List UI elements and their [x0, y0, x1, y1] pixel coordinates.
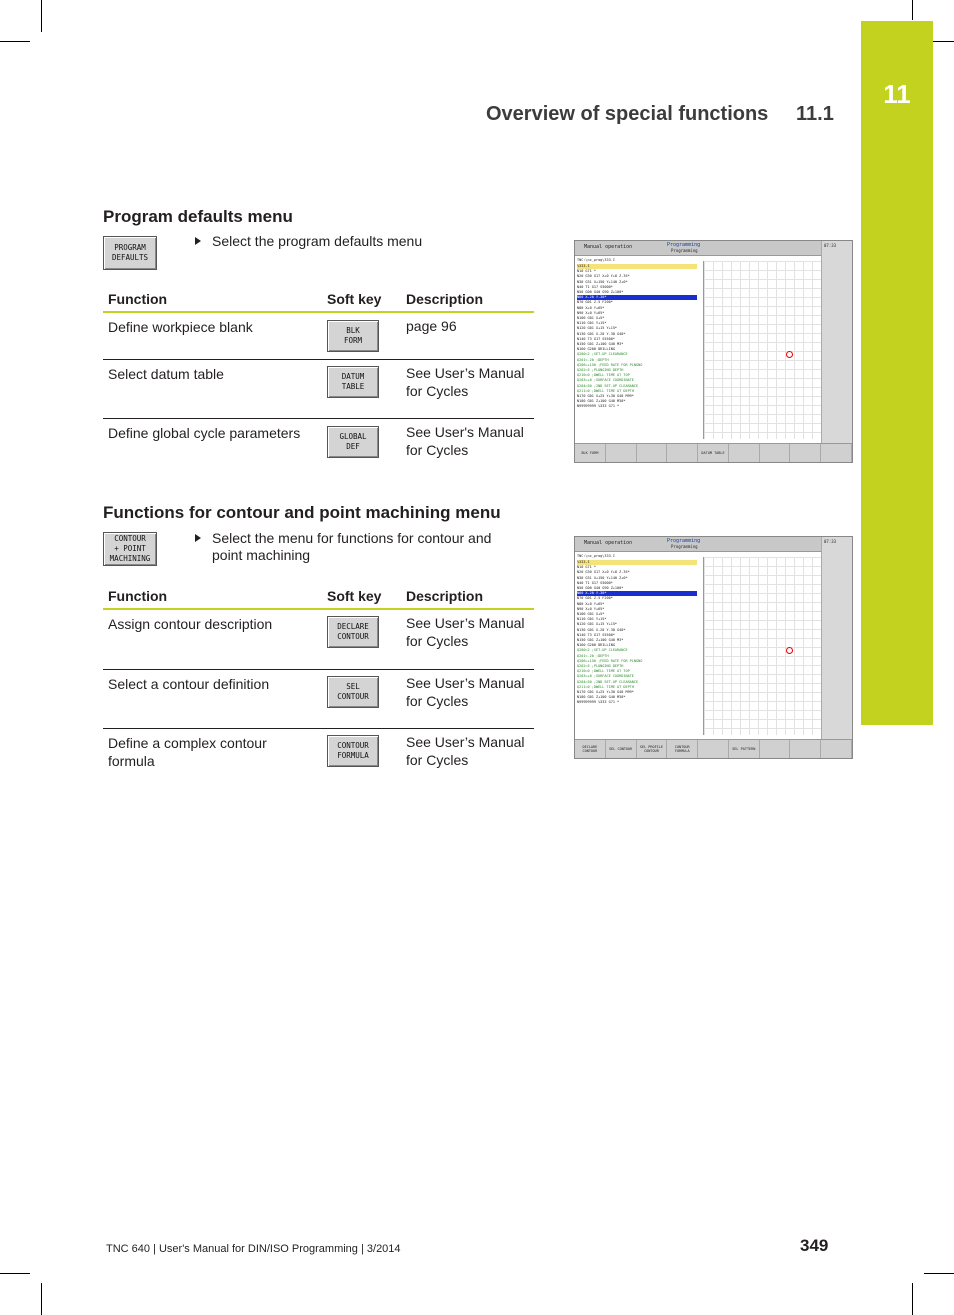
screenshot-program-listing [577, 264, 697, 410]
screenshot-sub: Programming [671, 544, 698, 549]
softkey-line: CONTOUR [337, 692, 369, 701]
row-function: Assign contour description [108, 616, 273, 632]
screenshot-softkey: BLK FORM [575, 444, 606, 462]
program-line: N180 G01 Z+100 G40 M30* [577, 695, 626, 700]
softkey-line: DEFAULTS [111, 253, 149, 262]
crop-mark [924, 1273, 954, 1274]
running-header-section: 11.1 [796, 103, 834, 125]
program-line: Q206=+150 ;FEED RATE FOR PLNGNG [577, 658, 643, 663]
program-line: N80 X+0 Y+65* [577, 305, 605, 310]
crop-mark [0, 1273, 30, 1274]
program-line: N120 G01 X+15 Y+15* [577, 622, 618, 627]
row-function: Define workpiece blank [108, 319, 253, 335]
softkey-line: CONTOUR [337, 741, 369, 750]
row-function: Select a contour definition [108, 676, 270, 692]
screenshot-graphic-view [703, 557, 822, 735]
global-def-softkey [327, 426, 379, 458]
program-defaults-table [103, 287, 534, 477]
softkey-line: CONTOUR [114, 534, 146, 543]
program-line: N130 G01 X-20 Y-30 G40* [577, 331, 626, 336]
program-line: N90 X+0 Y+65* [577, 606, 605, 611]
column-header-description: Description [406, 291, 484, 307]
column-header-description: Description [406, 588, 484, 604]
program-line: N160 G200 DRILLING [577, 643, 615, 648]
screenshot-softkey [606, 444, 637, 462]
screenshot-softkey [821, 740, 852, 758]
program-line: %333.I [577, 264, 697, 269]
screenshot-softkey: CONTOUR FORMULA [667, 740, 698, 758]
program-line: Q203=+0 ;SURFACE COORDINATE [577, 674, 634, 679]
softkey-line: MACHINING [109, 554, 151, 563]
page-number: 349 [800, 1236, 829, 1255]
step-arrow-icon [195, 237, 201, 245]
screenshot-softkey: SEL PROFILE CONTOUR [637, 740, 668, 758]
program-line: Q202=5 ;PLUNGING DEPTH [577, 368, 624, 373]
softkey-line: DEF [346, 442, 360, 451]
step-instruction: Select the menu for functions for contour and point machining [212, 530, 492, 563]
softkey-line: CONTOUR [337, 632, 369, 641]
column-header-softkey: Soft key [327, 291, 382, 307]
table-row [103, 729, 534, 787]
program-line: N70 G01 Z-5 F200* [577, 596, 613, 601]
softkey-line: DATUM [341, 372, 365, 381]
program-line: N150 G01 Z+100 G40 M3* [577, 342, 624, 347]
program-line: N50 G00 G40 G90 Z+100* [577, 586, 624, 591]
chapter-number: 11 [883, 79, 911, 109]
table-row [103, 670, 534, 729]
crop-mark [912, 0, 913, 20]
program-line: %333.I [577, 560, 697, 565]
program-line: Q204=50 ;2ND SET-UP CLEARANCE [577, 679, 639, 684]
blk-form-softkey [327, 320, 379, 352]
program-line: Q200=2 ;SET-UP CLEARANCE [577, 352, 628, 357]
screenshot-softkey: DATUM TABLE [698, 444, 729, 462]
contour-point-machining-softkey [103, 532, 157, 566]
column-header-function: Function [108, 588, 168, 604]
row-function: Define a complex contour formula [108, 735, 267, 769]
program-line: N130 G01 X-20 Y-30 G40* [577, 627, 626, 632]
section-heading-program-defaults: Program defaults menu [103, 207, 293, 226]
screenshot-softkey [698, 740, 729, 758]
program-line: Q203=+0 ;SURFACE COORDINATE [577, 378, 634, 383]
datum-table-softkey [327, 366, 379, 398]
softkey-line: SEL [346, 682, 360, 691]
program-line: N10 G71 * [577, 269, 596, 274]
program-line: N30 G31 X+150 Y+140 Z+0* [577, 575, 628, 580]
screenshot-softkey [729, 444, 760, 462]
program-line: Q210=0 ;DWELL TIME AT TOP [577, 669, 630, 674]
program-line: Q200=2 ;SET-UP CLEARANCE [577, 648, 628, 653]
screenshot-softkey [760, 444, 791, 462]
program-line: Q210=0 ;DWELL TIME AT TOP [577, 373, 630, 378]
softkey-line: DECLARE [337, 622, 369, 631]
program-line: N170 G01 X+25 Y+30 G40 M99* [577, 394, 634, 399]
program-line: N60 X-20 Y-30* [577, 295, 697, 300]
screenshot-softkey: SEL PATTERN [729, 740, 760, 758]
program-line: N180 G01 Z+100 G40 M30* [577, 399, 626, 404]
screenshot-mode: Manual operation [584, 540, 633, 546]
program-line: N110 G01 Y+15* [577, 617, 607, 622]
softkey-line: FORM [343, 336, 363, 345]
screenshot-softkey [790, 444, 821, 462]
screenshot-softkey [760, 740, 791, 758]
program-line: N30 G31 X+150 Y+140 Z+0* [577, 279, 628, 284]
screenshot-softkey [667, 444, 698, 462]
softkey-line: BLK [346, 326, 360, 335]
declare-contour-softkey [327, 616, 379, 648]
program-line: N100 G01 X+5* [577, 612, 605, 617]
row-description: page 96 [406, 318, 457, 334]
program-line: Q202=5 ;PLUNGING DEPTH [577, 664, 624, 669]
program-line: N160 G200 DRILLING [577, 347, 615, 352]
column-header-softkey: Soft key [327, 588, 382, 604]
step-arrow-icon [195, 534, 201, 542]
table-row [103, 610, 534, 670]
tnc-screenshot-contour [574, 536, 853, 759]
row-description: See User’s Manual for Cycles [406, 734, 525, 768]
contour-formula-softkey [327, 735, 379, 767]
screenshot-softkey [790, 740, 821, 758]
crop-mark [0, 41, 30, 42]
program-line: N140 T3 G17 S5500* [577, 632, 615, 637]
program-line: Q211=0 ;DWELL TIME AT DEPTH [577, 684, 634, 689]
screenshot-side-softkeys [821, 537, 852, 758]
screenshot-path: TNC:\nc_prog\333.I [577, 554, 615, 558]
softkey-line: FORMULA [337, 751, 369, 760]
program-line: N110 G01 Y+15* [577, 321, 607, 326]
footer-text: TNC 640 | User's Manual for DIN/ISO Programming | 3/2014 [106, 1243, 401, 1255]
program-line: Q206=+150 ;FEED RATE FOR PLNGNG [577, 362, 643, 367]
program-line: N20 G30 G17 X+0 Y+0 Z-35* [577, 274, 630, 279]
softkey-line: GLOBAL [339, 432, 367, 441]
screenshot-graphic-view [703, 261, 822, 439]
row-description: See User's Manual for Cycles [406, 424, 524, 458]
program-line: N40 T1 G17 S5000* [577, 580, 613, 585]
crop-mark [41, 1283, 42, 1315]
program-line: N50 G00 G40 G90 Z+100* [577, 290, 624, 295]
step-instruction: Select the program defaults menu [212, 233, 423, 249]
screenshot-side-softkeys [821, 241, 852, 462]
program-line: Q211=0 ;DWELL TIME AT DEPTH [577, 388, 634, 393]
screenshot-softkey [821, 444, 852, 462]
table-header [103, 287, 534, 313]
screenshot-header [575, 537, 852, 552]
row-function: Define global cycle parameters [108, 425, 301, 441]
chapter-tab [861, 21, 933, 725]
screenshot-tab: Programming [667, 242, 701, 248]
program-line: N20 G30 G17 X+0 Y+0 Z-35* [577, 570, 630, 575]
softkey-line: TABLE [341, 382, 365, 391]
program-line: N140 T3 G17 S5500* [577, 336, 615, 341]
row-description: See User’s Manual for Cycles [406, 615, 525, 649]
program-line: N80 X+0 Y+65* [577, 601, 605, 606]
program-line: N99999999 %333 G71 * [577, 404, 620, 409]
sel-contour-softkey [327, 676, 379, 708]
running-header-title: Overview of special functions [486, 103, 769, 125]
program-line: N99999999 %333 G71 * [577, 700, 620, 705]
screenshot-path: TNC:\nc_prog\333.I [577, 258, 615, 262]
table-row [103, 313, 534, 360]
screenshot-softkey: SEL CONTOUR [606, 740, 637, 758]
program-line: N60 X-20 Y-30* [577, 591, 697, 596]
tool-position-marker-icon [786, 647, 793, 654]
contour-table [103, 584, 534, 787]
crop-mark [41, 0, 42, 32]
program-line: N120 G01 X+15 Y+15* [577, 326, 618, 331]
program-line: N70 G01 Z-5 F200* [577, 300, 613, 305]
screenshot-softkey-row [575, 443, 852, 462]
program-line: N100 G01 X+5* [577, 316, 605, 321]
program-line: Q204=50 ;2ND SET-UP CLEARANCE [577, 383, 639, 388]
softkey-line: PROGRAM [114, 243, 146, 252]
table-row [103, 360, 534, 419]
table-header [103, 584, 534, 610]
program-line: N170 G01 X+25 Y+30 G40 M99* [577, 690, 634, 695]
section-heading-contour: Functions for contour and point machining menu [103, 503, 501, 522]
screenshot-program-listing [577, 560, 697, 706]
screenshot-time: 07:33 [824, 539, 837, 544]
screenshot-header [575, 241, 852, 256]
screenshot-tab: Programming [667, 538, 701, 544]
screenshot-softkey: DECLARE CONTOUR [575, 740, 606, 758]
row-description: See User’s Manual for Cycles [406, 365, 525, 399]
row-function: Select datum table [108, 366, 224, 382]
program-defaults-softkey [103, 236, 157, 270]
tnc-screenshot-program-defaults [574, 240, 853, 463]
program-line: Q201=-20 ;DEPTH [577, 357, 609, 362]
program-line: N150 G01 Z+100 G40 M3* [577, 638, 624, 643]
screenshot-time: 07:33 [824, 243, 837, 248]
screenshot-sub: Programming [671, 248, 698, 253]
screenshot-softkey-row [575, 739, 852, 758]
program-line: N90 X+0 Y+65* [577, 310, 605, 315]
screenshot-softkey [637, 444, 668, 462]
program-line: N40 T1 G17 S5000* [577, 284, 613, 289]
table-row [103, 419, 534, 477]
column-header-function: Function [108, 291, 168, 307]
row-description: See User’s Manual for Cycles [406, 675, 525, 709]
screenshot-mode: Manual operation [584, 244, 633, 250]
program-line: Q201=-20 ;DEPTH [577, 653, 609, 658]
tool-position-marker-icon [786, 351, 793, 358]
program-line: N10 G71 * [577, 565, 596, 570]
crop-mark [912, 1283, 913, 1315]
softkey-line: + POINT [114, 544, 146, 553]
